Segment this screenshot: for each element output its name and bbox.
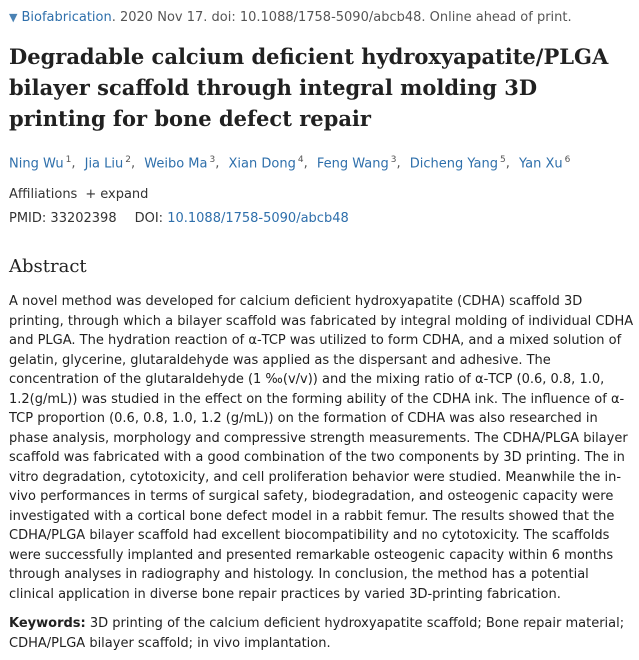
article-title: Degradable calcium deficient hydroxyapatite/PLGA bilayer scaffold through integral molding 3D printing for bone defect repair: [9, 44, 609, 131]
affiliations-label: Affiliations: [9, 187, 78, 202]
keywords-label: Keywords:: [9, 616, 86, 631]
author-link[interactable]: Xian Dong: [228, 156, 296, 172]
author-separator: ,: [71, 156, 76, 172]
expand-label: expand: [100, 187, 149, 202]
journal-link[interactable]: Biofabrication: [21, 10, 112, 25]
doi-label: DOI:: [134, 211, 164, 226]
author-affil-ref[interactable]: 3: [390, 155, 397, 165]
author-link[interactable]: Jia Liu: [84, 156, 124, 172]
author-affil-ref[interactable]: 5: [499, 155, 506, 165]
author-separator: ,: [396, 156, 401, 172]
keywords-text: 3D printing of the calcium deficient hydroxyapatite scaffold; Bone repair material; CDHA/PLGA bilayer scaffold; in vivo implantation.: [9, 616, 625, 651]
author-link[interactable]: Feng Wang: [316, 156, 389, 172]
affiliations-toggle[interactable]: [9, 187, 148, 202]
author-separator: ,: [505, 156, 510, 172]
abstract-heading: Abstract: [9, 256, 87, 277]
author-separator: ,: [130, 156, 136, 172]
author-link[interactable]: Yan Xu: [519, 156, 563, 172]
citation-line: [9, 10, 572, 25]
identifiers-line: [9, 211, 349, 226]
keywords: [9, 614, 629, 653]
author-link[interactable]: Weibo Ma: [144, 156, 208, 172]
author-separator: ,: [303, 156, 308, 172]
pmid-value: 33202398: [50, 211, 117, 226]
authors-list: [9, 155, 570, 171]
plus-icon: +: [85, 187, 97, 202]
author-link[interactable]: Dicheng Yang: [409, 156, 498, 172]
author-separator: ,: [215, 156, 220, 172]
pmid-label: PMID:: [9, 211, 47, 226]
author-link[interactable]: Ning Wu: [9, 156, 64, 172]
doi-link[interactable]: 10.1088/1758-5090/abcb48: [167, 211, 349, 226]
chevron-down-icon[interactable]: ▼: [9, 11, 18, 24]
author-affil-ref[interactable]: 3: [209, 155, 216, 165]
abstract-text: A novel method was developed for calcium deficient hydroxyapatite (CDHA) scaffold 3D printing, through which a bilayer scaffold was fabricated by integral molding of individual CDHA and PLGA. The hydration reaction of α-TCP was utilized to form CDHA, and a mixed solution of gelatin, glycerine, glutaraldehyde was applied as the dispersant and adhesive. The concentration of the glutaraldehyde (1 ‰(v/v)) and the mixing ratio of α-TCP (0.6, 0.8, 1.0, 1.2(g/mL)) was studied in the effect on the forming ability of the CDHA ink. The influence of α-TCP proportion (0.6, 0.8, 1.0, 1.2 (g/mL)) on the formation of CDHA was also researched in phase analysis, morphology and compressive strength measurements. The CDHA/PLGA bilayer scaffold was fabricated with a good combination of the two components by 3D printing. The in vitro degradation, cytotoxicity, and cell proliferation behavior were studied. Meanwhile the in-vivo performances in terms of surgical safety, biodegradation, and osteogenic capacity were investigated with a cortical bone defect model in a rabbit femur. The results showed that the CDHA/PLGA bilayer scaffold had excellent biocompatibility and no cytotoxicity. The scaffolds were successfully implanted and presented remarkable osteogenic capacity within 6 months through analyses in radiography and histology. In conclusion, the method has a potential clinical application in diverse bone repair practices by varied 3D-printing fabrication.: [9, 294, 634, 602]
author-affil-ref[interactable]: 2: [125, 155, 131, 165]
citation-details: . 2020 Nov 17. doi: 10.1088/1758-5090/abcb48. Online ahead of print.: [111, 10, 572, 25]
author-affil-ref[interactable]: 4: [297, 155, 304, 165]
author-affil-ref[interactable]: 6: [564, 155, 571, 165]
author-affil-ref[interactable]: 1: [65, 155, 72, 165]
